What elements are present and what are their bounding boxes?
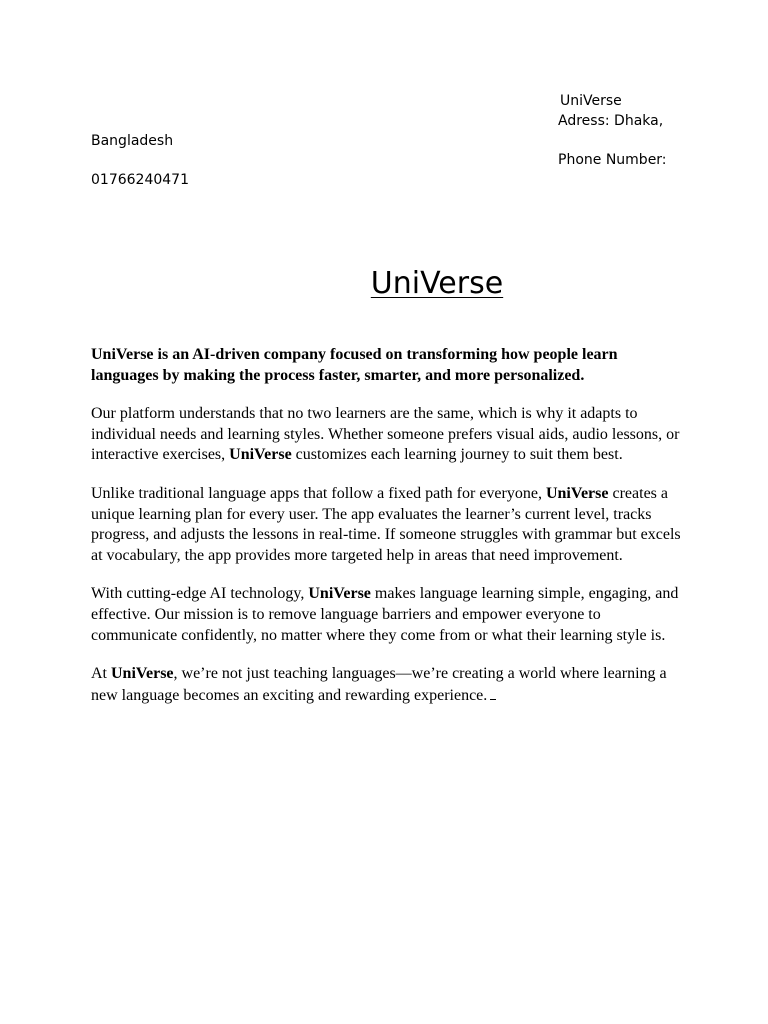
header-address-cont: Bangladesh — [91, 133, 174, 149]
body-paragraph — [91, 345, 681, 386]
body-paragraph — [91, 664, 681, 706]
body-paragraph — [91, 584, 681, 646]
header-phone-label: Phone Number: — [558, 152, 667, 168]
bold-text-run: UniVerse — [545, 484, 609, 502]
header-address-label: Adress: Dhaka, — [558, 113, 664, 129]
text-run: Unlike traditional language apps that follow a fixed path for everyone, — [91, 484, 546, 502]
text-run: , we’re not just teaching languages—we’re creating a world where learning a new language becomes an exciting and rewarding experience. — [91, 665, 667, 704]
text-run: At — [91, 665, 111, 683]
text-run: creates a unique learning plan for every user. The app evaluates the learner’s current level, tracks progress, and adjusts the lessons in real-time. If someone struggles with grammar but excels at vocabulary, the app provides more targeted help in areas that need improvement. — [91, 484, 681, 564]
bold-text-run: UniVerse — [111, 665, 174, 683]
text-run: customizes each learning journey to suit them best. — [291, 446, 623, 464]
text-run: Our platform understands that no two learners are the same, which is why it adapts to individual needs and learning styles. Whether someone prefers visual aids, audio lessons, or interactive exercises, — [91, 405, 680, 464]
body-paragraph — [91, 404, 681, 466]
header-company: UniVerse — [560, 93, 622, 109]
body-paragraph — [91, 484, 681, 566]
bold-text-run: UniVerse — [229, 446, 292, 464]
text-run: makes language learning simple, engaging, and effective. Our mission is to remove language barriers and empower everyone to communicate confidently, no matter where they come from or what their learning style is. — [91, 585, 679, 644]
underline-mark — [490, 685, 496, 700]
bold-text-run: UniVerse — [308, 585, 371, 603]
bold-text-run: UniVerse is an AI-driven company focused on transforming how people learn languages by making the process faster, smarter, and more personalized. — [91, 346, 618, 384]
document-title: UniVerse — [370, 266, 504, 301]
text-run: With cutting-edge AI technology, — [91, 585, 309, 603]
header-phone-value: 01766240471 — [91, 172, 189, 188]
document-body — [91, 345, 681, 724]
